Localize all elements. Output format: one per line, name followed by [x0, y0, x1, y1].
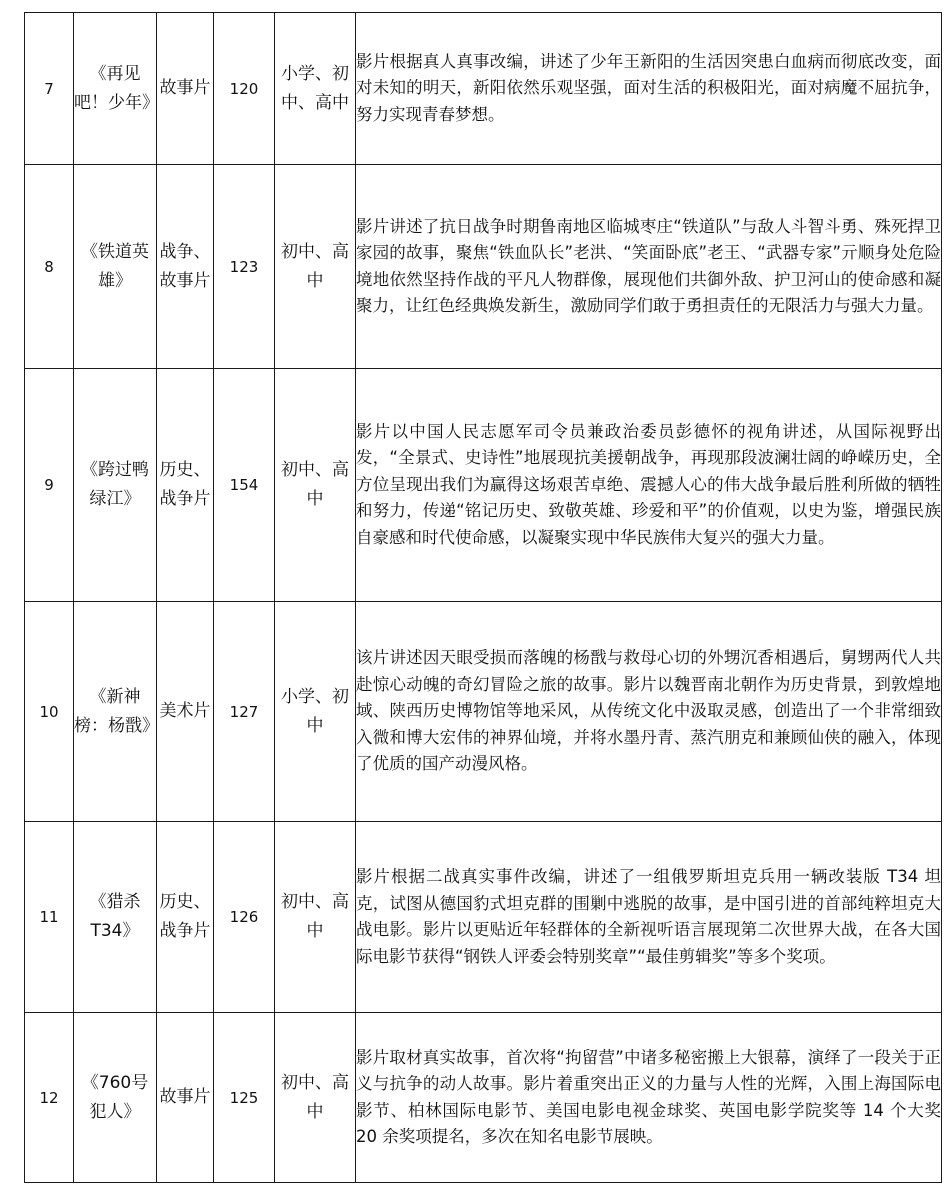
row-number: 9	[25, 369, 74, 602]
film-title: 《跨过鸭绿江》	[74, 369, 157, 602]
school-level: 初中、高中	[275, 822, 356, 1013]
film-title: 《新神榜：杨戬》	[74, 602, 157, 822]
school-level: 小学、初中、高中	[275, 13, 356, 165]
row-number: 12	[25, 1013, 74, 1183]
film-list-table	[24, 12, 942, 1183]
film-title: 《猎杀T34》	[74, 822, 157, 1013]
film-length: 154	[214, 369, 275, 602]
table-row	[25, 369, 942, 602]
film-description: 影片根据二战真实事件改编，讲述了一组俄罗斯坦克兵用一辆改装版 T34 坦克，试图从德国豹式坦克群的围剿中逃脱的故事，是中国引进的首部纯粹坦克大战电影。影片以更贴近年轻群体的全新视听语言展现第二次世界大战，在各大国际电影节获得“钢铁人评委会特别奖章”“最佳剪辑奖”等多个奖项。	[356, 822, 942, 1013]
film-description: 影片取材真实故事，首次将“拘留营”中诸多秘密搬上大银幕，演绎了一段关于正义与抗争的动人故事。影片着重突出正义的力量与人性的光辉，入围上海国际电影节、柏林国际电影节、美国电影电视金球奖、英国电影学院奖等 14 个大奖 20 余奖项提名，多次在知名电影节展映。	[356, 1013, 942, 1183]
table-row	[25, 602, 942, 822]
school-level: 初中、高中	[275, 1013, 356, 1183]
film-length: 127	[214, 602, 275, 822]
film-title: 《再见吧！少年》	[74, 13, 157, 165]
film-genre: 战争、故事片	[157, 165, 214, 369]
film-length: 123	[214, 165, 275, 369]
table-row	[25, 13, 942, 165]
school-level: 初中、高中	[275, 369, 356, 602]
film-description: 影片以中国人民志愿军司令员兼政治委员彭德怀的视角讲述，从国际视野出发，“全景式、史诗性”地展现抗美援朝战争，再现那段波澜壮阔的峥嵘历史，全方位呈现出我们为赢得这场艰苦卓绝、震撼人心的伟大战争最后胜利所做的牺牲和努力，传递“铭记历史、致敬英雄、珍爱和平”的价值观，以史为鉴，增强民族自豪感和时代使命感，以凝聚实现中华民族伟大复兴的强大力量。	[356, 369, 942, 602]
film-genre: 历史、战争片	[157, 369, 214, 602]
table-row	[25, 822, 942, 1013]
table-row	[25, 165, 942, 369]
film-length: 125	[214, 1013, 275, 1183]
film-genre: 故事片	[157, 1013, 214, 1183]
film-description: 影片讲述了抗日战争时期鲁南地区临城枣庄“铁道队”与敌人斗智斗勇、殊死捍卫家园的故事，聚焦“铁血队长”老洪、“笑面卧底”老王、“武器专家”亓顺身处危险境地依然坚持作战的平凡人物群像，展现他们共御外敌、护卫河山的使命感和凝聚力，让红色经典焕发新生，激励同学们敢于勇担责任的无限活力与强大力量。	[356, 165, 942, 369]
film-genre: 故事片	[157, 13, 214, 165]
row-number: 8	[25, 165, 74, 369]
row-number: 11	[25, 822, 74, 1013]
row-number: 7	[25, 13, 74, 165]
school-level: 小学、初中	[275, 602, 356, 822]
film-length: 126	[214, 822, 275, 1013]
film-title: 《铁道英雄》	[74, 165, 157, 369]
film-genre: 美术片	[157, 602, 214, 822]
film-description: 影片根据真人真事改编，讲述了少年王新阳的生活因突患白血病而彻底改变，面对未知的明天，新阳依然乐观坚强，面对生活的积极阳光，面对病魔不屈抗争，努力实现青春梦想。	[356, 13, 942, 165]
film-length: 120	[214, 13, 275, 165]
row-number: 10	[25, 602, 74, 822]
table-row	[25, 1013, 942, 1183]
film-title: 《760号犯人》	[74, 1013, 157, 1183]
film-description: 该片讲述因天眼受损而落魄的杨戬与救母心切的外甥沉香相遇后，舅甥两代人共赴惊心动魄的奇幻冒险之旅的故事。影片以魏晋南北朝作为历史背景，到敦煌地域、陕西历史博物馆等地采风，从传统文化中汲取灵感，创造出了一个非常细致入微和博大宏伟的神界仙境，并将水墨丹青、蒸汽朋克和兼顾仙侠的融入，体现了优质的国产动漫风格。	[356, 602, 942, 822]
film-genre: 历史、战争片	[157, 822, 214, 1013]
school-level: 初中、高中	[275, 165, 356, 369]
